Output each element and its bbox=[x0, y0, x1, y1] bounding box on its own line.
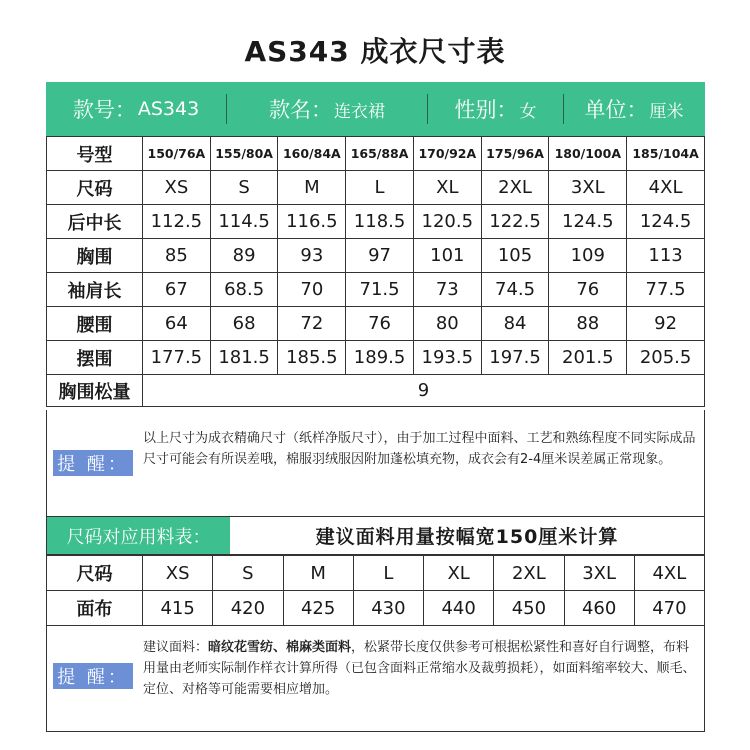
table-cell: 118.5 bbox=[346, 205, 414, 239]
table-cell: 415 bbox=[143, 591, 213, 626]
table-cell: XL bbox=[413, 171, 481, 205]
table-cell: 68 bbox=[210, 307, 278, 341]
table-cell: 420 bbox=[213, 591, 283, 626]
fabric-table-description: 建议面料用量按幅宽150厘米计算 bbox=[315, 526, 619, 548]
row-label: 袖肩长 bbox=[47, 273, 143, 307]
table-row bbox=[47, 307, 705, 341]
fabric-note-body: ，松紧带长度仅供参考可根据松紧性和喜好自行调整，布料用量由老师实际制作样衣计算所得（已包含面料正常缩水及裁剪损耗），如面料缩率较大、顺毛、定位、对格等可能需要相应增加。 bbox=[143, 640, 696, 697]
table-cell: 85 bbox=[143, 239, 211, 273]
table-cell: S bbox=[213, 556, 283, 591]
table-cell: M bbox=[278, 171, 346, 205]
table-cell: 155/80A bbox=[210, 137, 278, 171]
table-cell: 189.5 bbox=[346, 341, 414, 375]
fabric-note-prefix: 建议面料： bbox=[143, 640, 209, 655]
row-label: 摆围 bbox=[47, 341, 143, 375]
table-cell: 120.5 bbox=[413, 205, 481, 239]
table-cell: 114.5 bbox=[210, 205, 278, 239]
table-cell: 2XL bbox=[481, 171, 549, 205]
table-cell: 113 bbox=[627, 239, 705, 273]
row-label: 后中长 bbox=[47, 205, 143, 239]
table-cell: 430 bbox=[353, 591, 423, 626]
table-row bbox=[47, 273, 705, 307]
table-cell: 74.5 bbox=[481, 273, 549, 307]
table-cell: 185/104A bbox=[627, 137, 705, 171]
table-cell: 3XL bbox=[564, 556, 634, 591]
table-cell: 3XL bbox=[549, 171, 627, 205]
table-cell: 124.5 bbox=[549, 205, 627, 239]
table-row bbox=[47, 375, 705, 407]
fabric-note-box bbox=[46, 625, 705, 732]
table-cell: 101 bbox=[413, 239, 481, 273]
style-name-value: 连衣裙 bbox=[334, 101, 385, 122]
gender-label: 性别： bbox=[454, 98, 518, 122]
table-cell: 109 bbox=[549, 239, 627, 273]
reminder-badge: 提 醒： bbox=[53, 450, 133, 476]
table-cell: 68.5 bbox=[210, 273, 278, 307]
table-cell: 67 bbox=[143, 273, 211, 307]
table-cell: 425 bbox=[283, 591, 353, 626]
table-cell: 197.5 bbox=[481, 341, 549, 375]
row-label: 腰围 bbox=[47, 307, 143, 341]
table-cell: 116.5 bbox=[278, 205, 346, 239]
table-cell: 77.5 bbox=[627, 273, 705, 307]
table-row bbox=[47, 341, 705, 375]
table-cell: 112.5 bbox=[143, 205, 211, 239]
table-cell: 170/92A bbox=[413, 137, 481, 171]
row-label: 面布 bbox=[47, 591, 143, 626]
table-cell: 92 bbox=[627, 307, 705, 341]
table-row bbox=[47, 591, 705, 626]
table-cell: 460 bbox=[564, 591, 634, 626]
table-cell: 150/76A bbox=[143, 137, 211, 171]
table-row bbox=[47, 556, 705, 591]
size-note-box bbox=[46, 410, 705, 517]
table-cell: XS bbox=[143, 171, 211, 205]
unit-label: 单位： bbox=[584, 98, 648, 122]
fabric-header bbox=[46, 517, 705, 555]
table-row bbox=[47, 171, 705, 205]
table-cell: 71.5 bbox=[346, 273, 414, 307]
style-number-value: AS343 bbox=[137, 98, 200, 120]
recommended-fabrics: 暗纹花雪纺、棉麻类面料 bbox=[208, 640, 352, 655]
table-cell: 4XL bbox=[627, 171, 705, 205]
table-cell: 470 bbox=[634, 591, 704, 626]
fabric-table bbox=[46, 555, 705, 626]
style-name bbox=[227, 82, 427, 136]
row-label: 尺码 bbox=[47, 171, 143, 205]
table-cell: 124.5 bbox=[627, 205, 705, 239]
table-cell: 89 bbox=[210, 239, 278, 273]
table-cell: 70 bbox=[278, 273, 346, 307]
table-cell: 180/100A bbox=[549, 137, 627, 171]
table-cell: L bbox=[353, 556, 423, 591]
table-cell: 84 bbox=[481, 307, 549, 341]
table-cell: M bbox=[283, 556, 353, 591]
row-label: 尺码 bbox=[47, 556, 143, 591]
size-note-text: 以上尺寸为成衣精确尺寸（纸样净版尺寸），由于加工过程中面料、工艺和熟练程度不同实际成品尺寸可能会有所误差哦，棉服羽绒服因附加蓬松填充物，成衣会有2-4厘米误差属正常现象。 bbox=[143, 431, 696, 467]
row-label: 胸围 bbox=[47, 239, 143, 273]
table-cell: 2XL bbox=[494, 556, 564, 591]
table-cell: 76 bbox=[346, 307, 414, 341]
table-cell: 201.5 bbox=[549, 341, 627, 375]
table-cell: 185.5 bbox=[278, 341, 346, 375]
fabric-note-text bbox=[143, 637, 696, 700]
product-info-bar bbox=[46, 82, 705, 136]
style-number-label: 款号： bbox=[72, 98, 136, 122]
table-row bbox=[47, 239, 705, 273]
table-cell: 205.5 bbox=[627, 341, 705, 375]
row-label: 胸围松量 bbox=[47, 375, 143, 407]
table-cell: XS bbox=[143, 556, 213, 591]
table-cell: XL bbox=[424, 556, 494, 591]
gender-value: 女 bbox=[519, 101, 537, 122]
table-cell: 72 bbox=[278, 307, 346, 341]
table-cell: 93 bbox=[278, 239, 346, 273]
table-cell: 76 bbox=[549, 273, 627, 307]
unit-value: 厘米 bbox=[649, 101, 684, 122]
table-cell: 160/84A bbox=[278, 137, 346, 171]
table-cell: 97 bbox=[346, 239, 414, 273]
table-cell: 165/88A bbox=[346, 137, 414, 171]
table-cell: 105 bbox=[481, 239, 549, 273]
style-number bbox=[46, 82, 226, 136]
table-cell: 4XL bbox=[634, 556, 704, 591]
row-label: 号型 bbox=[47, 137, 143, 171]
table-cell: 175/96A bbox=[481, 137, 549, 171]
unit bbox=[564, 82, 704, 136]
table-cell: S bbox=[210, 171, 278, 205]
table-cell: 177.5 bbox=[143, 341, 211, 375]
table-cell: 440 bbox=[424, 591, 494, 626]
table-cell: 193.5 bbox=[413, 341, 481, 375]
reminder-badge: 提 醒： bbox=[53, 663, 133, 689]
table-row bbox=[47, 137, 705, 171]
table-cell: 88 bbox=[549, 307, 627, 341]
table-cell: 181.5 bbox=[210, 341, 278, 375]
table-cell: 64 bbox=[143, 307, 211, 341]
table-cell: 73 bbox=[413, 273, 481, 307]
style-name-label: 款名： bbox=[269, 98, 332, 122]
size-table bbox=[46, 136, 705, 407]
table-cell: L bbox=[346, 171, 414, 205]
chest-ease-value: 9 bbox=[143, 375, 705, 407]
table-cell: 450 bbox=[494, 591, 564, 626]
page-title: AS343 成衣尺寸表 bbox=[244, 35, 506, 68]
fabric-table-tag: 尺码对应用料表： bbox=[47, 517, 230, 554]
table-cell: 80 bbox=[413, 307, 481, 341]
table-cell: 122.5 bbox=[481, 205, 549, 239]
table-row bbox=[47, 205, 705, 239]
gender bbox=[428, 82, 563, 136]
